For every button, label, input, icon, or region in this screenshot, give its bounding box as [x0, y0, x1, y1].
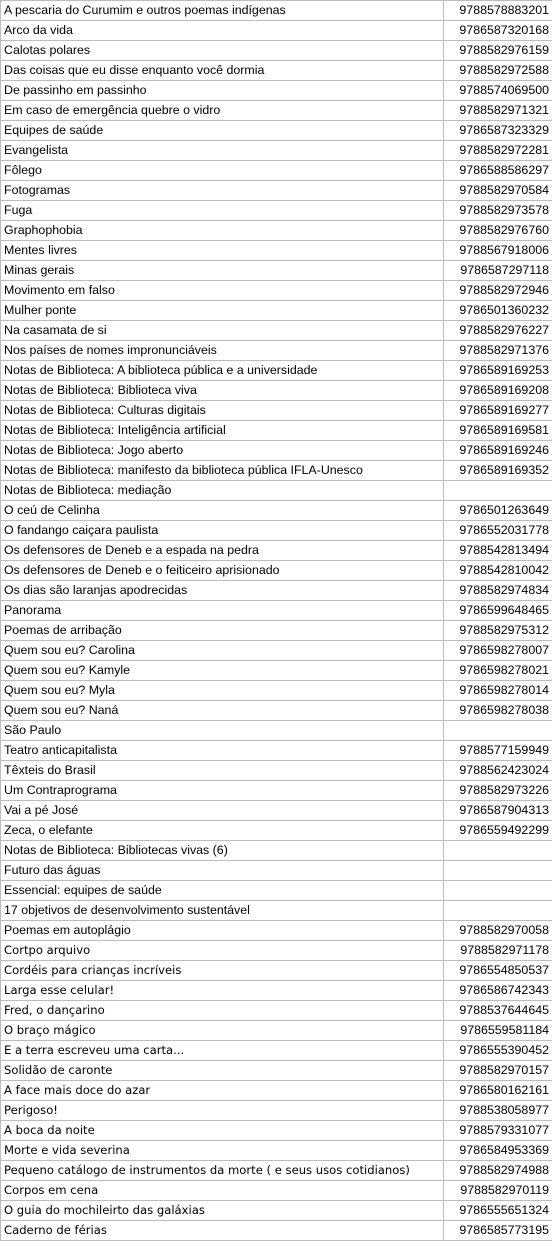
isbn-cell[interactable]: 9788582970157 [444, 1061, 552, 1081]
book-title-cell[interactable]: Teatro anticapitalista [1, 741, 444, 761]
book-title-cell[interactable]: São Paulo [1, 721, 444, 741]
isbn-cell[interactable]: 9786501263649 [444, 501, 552, 521]
isbn-cell[interactable]: 9786587904313 [444, 801, 552, 821]
book-title-cell[interactable]: Caderno de férias [1, 1221, 444, 1241]
table-row [1, 321, 552, 341]
table-row [1, 741, 552, 761]
table-row [1, 1001, 552, 1021]
isbn-cell[interactable]: 9786554850537 [444, 961, 552, 981]
isbn-cell[interactable]: 9786587320168 [444, 21, 552, 41]
table-row [1, 421, 552, 441]
book-title-cell[interactable]: Fotogramas [1, 181, 444, 201]
table-body [1, 1, 552, 1241]
isbn-cell[interactable]: 9786598278021 [444, 661, 552, 681]
table-row [1, 821, 552, 841]
isbn-cell[interactable]: 9786584953369 [444, 1141, 552, 1161]
table-row [1, 1021, 552, 1041]
book-title-cell[interactable]: Têxteis do Brasil [1, 761, 444, 781]
isbn-cell[interactable]: 9786589169352 [444, 461, 552, 481]
table-row [1, 341, 552, 361]
table-row [1, 561, 552, 581]
isbn-cell[interactable]: 9788577159949 [444, 741, 552, 761]
book-title-cell[interactable]: Quem sou eu? Naná [1, 701, 444, 721]
isbn-cell[interactable]: 9786501360232 [444, 301, 552, 321]
isbn-cell[interactable]: 9786552031778 [444, 521, 552, 541]
isbn-cell[interactable]: 9788562423024 [444, 761, 552, 781]
isbn-cell[interactable]: 9788542813494 [444, 541, 552, 561]
book-title-cell[interactable]: Poemas de arribação [1, 621, 444, 641]
isbn-cell[interactable]: 9786585773195 [444, 1221, 552, 1241]
book-title-cell[interactable]: O guia do mochileirto das galáxias [1, 1201, 444, 1221]
book-title-cell[interactable]: O ceú de Celinha [1, 501, 444, 521]
table-row [1, 381, 552, 401]
table-row [1, 601, 552, 621]
book-title-cell[interactable]: Cortpo arquivo [1, 941, 444, 961]
table-row [1, 181, 552, 201]
isbn-cell[interactable]: 9786589169246 [444, 441, 552, 461]
isbn-cell[interactable]: 9788582972281 [444, 141, 552, 161]
isbn-cell[interactable]: 9788582971321 [444, 101, 552, 121]
table-row [1, 121, 552, 141]
book-title-cell[interactable]: Notas de Biblioteca: Inteligência artificial [1, 421, 444, 441]
book-title-cell[interactable]: Pequeno catálogo de instrumentos da morte ( e seus usos cotidianos) [1, 1161, 444, 1181]
isbn-cell[interactable]: 9788582970058 [444, 921, 552, 941]
book-title-cell[interactable]: Vai a pé José [1, 801, 444, 821]
table-row [1, 1141, 552, 1161]
isbn-cell[interactable]: 9788582976159 [444, 41, 552, 61]
book-title-cell[interactable]: Movimento em falso [1, 281, 444, 301]
book-title-cell[interactable]: Os dias são laranjas apodrecidas [1, 581, 444, 601]
book-title-cell[interactable]: Quem sou eu? Myla [1, 681, 444, 701]
table-row [1, 621, 552, 641]
book-title-cell[interactable]: Larga esse celular! [1, 981, 444, 1001]
book-title-cell[interactable]: Futuro das águas [1, 861, 444, 881]
book-title-cell[interactable]: Fôlego [1, 161, 444, 181]
isbn-cell[interactable]: 9788582971376 [444, 341, 552, 361]
table-row [1, 1061, 552, 1081]
book-title-cell[interactable]: Na casamata de si [1, 321, 444, 341]
table-row [1, 641, 552, 661]
book-title-cell[interactable]: Calotas polares [1, 41, 444, 61]
book-title-cell[interactable]: Notas de Biblioteca: Bibliotecas vivas (6) [1, 841, 444, 861]
table-row [1, 201, 552, 221]
isbn-cell[interactable]: 9788582970584 [444, 181, 552, 201]
book-title-cell[interactable]: Arco da vida [1, 21, 444, 41]
isbn-cell[interactable]: 9788574069500 [444, 81, 552, 101]
book-title-cell[interactable]: Graphophobia [1, 221, 444, 241]
book-title-cell[interactable]: A face mais doce do azar [1, 1081, 444, 1101]
table-row [1, 921, 552, 941]
book-title-cell[interactable]: Notas de Biblioteca: manifesto da biblioteca pública IFLA-Unesco [1, 461, 444, 481]
book-title-cell[interactable]: 17 objetivos de desenvolvimento sustentável [1, 901, 444, 921]
book-title-cell[interactable]: Notas de Biblioteca: mediação [1, 481, 444, 501]
table-row [1, 981, 552, 1001]
isbn-cell[interactable]: 9788582974988 [444, 1161, 552, 1181]
book-title-cell[interactable]: Os defensores de Deneb e a espada na pedra [1, 541, 444, 561]
isbn-cell[interactable]: 9786587323329 [444, 121, 552, 141]
book-title-cell[interactable]: Zeca, o elefante [1, 821, 444, 841]
book-title-cell[interactable]: E a terra escreveu uma carta... [1, 1041, 444, 1061]
isbn-cell[interactable]: 9788582972588 [444, 61, 552, 81]
table-row [1, 721, 552, 741]
isbn-cell[interactable]: 9786559581184 [444, 1021, 552, 1041]
book-title-cell[interactable]: Fuga [1, 201, 444, 221]
table-row [1, 881, 552, 901]
table-row [1, 21, 552, 41]
isbn-cell[interactable]: 9788542810042 [444, 561, 552, 581]
table-row [1, 801, 552, 821]
isbn-cell[interactable]: 9786588586297 [444, 161, 552, 181]
isbn-cell[interactable]: 9786559492299 [444, 821, 552, 841]
table-row [1, 1121, 552, 1141]
isbn-cell[interactable]: 9786599648465 [444, 601, 552, 621]
table-row [1, 1101, 552, 1121]
book-title-cell[interactable]: Quem sou eu? Kamyle [1, 661, 444, 681]
book-title-cell[interactable]: Fred, o dançarino [1, 1001, 444, 1021]
table-row [1, 281, 552, 301]
table-row [1, 301, 552, 321]
table-row [1, 1181, 552, 1201]
book-title-cell[interactable]: Evangelista [1, 141, 444, 161]
book-title-cell[interactable]: Mulher ponte [1, 301, 444, 321]
book-title-cell[interactable]: Cordéis para crianças incríveis [1, 961, 444, 981]
book-title-cell[interactable]: Notas de Biblioteca: A biblioteca pública e a universidade [1, 361, 444, 381]
table-row [1, 101, 552, 121]
table-row [1, 861, 552, 881]
table-row [1, 1201, 552, 1221]
book-title-cell[interactable]: A pescaria do Curumim e outros poemas indígenas [1, 1, 444, 21]
isbn-cell[interactable]: 9786589169581 [444, 421, 552, 441]
isbn-cell[interactable] [444, 481, 552, 501]
book-title-cell[interactable]: Mentes livres [1, 241, 444, 261]
table-row [1, 461, 552, 481]
book-title-cell[interactable]: A boca da noite [1, 1121, 444, 1141]
isbn-cell[interactable]: 9786598278007 [444, 641, 552, 661]
book-title-cell[interactable]: Equipes de saúde [1, 121, 444, 141]
isbn-cell[interactable]: 9786598278014 [444, 681, 552, 701]
isbn-cell[interactable]: 9788538058977 [444, 1101, 552, 1121]
table-row [1, 581, 552, 601]
table-row [1, 1041, 552, 1061]
table-row [1, 501, 552, 521]
book-title-cell[interactable]: Notas de Biblioteca: Jogo aberto [1, 441, 444, 461]
book-title-cell[interactable]: Poemas em autoplágio [1, 921, 444, 941]
book-title-cell[interactable]: Em caso de emergência quebre o vidro [1, 101, 444, 121]
book-title-cell[interactable]: Quem sou eu? Carolina [1, 641, 444, 661]
book-title-cell[interactable]: Minas gerais [1, 261, 444, 281]
table-row [1, 521, 552, 541]
isbn-cell[interactable]: 9788582976760 [444, 221, 552, 241]
table-row [1, 221, 552, 241]
table-row [1, 841, 552, 861]
table-row [1, 961, 552, 981]
isbn-cell[interactable]: 9788567918006 [444, 241, 552, 261]
table-row [1, 261, 552, 281]
isbn-cell[interactable]: 9788582970119 [444, 1181, 552, 1201]
table-row [1, 681, 552, 701]
book-title-cell[interactable]: Essencial: equipes de saúde [1, 881, 444, 901]
table-row [1, 1081, 552, 1101]
isbn-cell[interactable]: 9786586742343 [444, 981, 552, 1001]
isbn-cell[interactable] [444, 861, 552, 881]
table-row [1, 1221, 552, 1241]
table-row [1, 241, 552, 261]
isbn-cell[interactable]: 9786580162161 [444, 1081, 552, 1101]
table-row [1, 481, 552, 501]
table-row [1, 61, 552, 81]
table-row [1, 361, 552, 381]
book-title-cell[interactable]: Notas de Biblioteca: Culturas digitais [1, 401, 444, 421]
table-row [1, 761, 552, 781]
table-row [1, 141, 552, 161]
isbn-cell[interactable]: 9786598278038 [444, 701, 552, 721]
table-row [1, 1161, 552, 1181]
book-title-cell[interactable]: O braço mágico [1, 1021, 444, 1041]
isbn-cell[interactable] [444, 901, 552, 921]
book-title-cell[interactable]: Corpos em cena [1, 1181, 444, 1201]
isbn-cell[interactable]: 9788582972946 [444, 281, 552, 301]
isbn-cell[interactable]: 9788582973578 [444, 201, 552, 221]
book-title-cell[interactable]: O fandango caiçara paulista [1, 521, 444, 541]
isbn-cell[interactable]: 9788582976227 [444, 321, 552, 341]
isbn-cell[interactable] [444, 881, 552, 901]
book-title-cell[interactable]: Nos países de nomes impronunciáveis [1, 341, 444, 361]
book-title-cell[interactable]: Perigoso! [1, 1101, 444, 1121]
table-row [1, 661, 552, 681]
isbn-cell[interactable]: 9786555390452 [444, 1041, 552, 1061]
isbn-cell[interactable] [444, 841, 552, 861]
book-title-cell[interactable]: Os defensores de Deneb e o feiticeiro aprisionado [1, 561, 444, 581]
book-title-cell[interactable]: Solidão de caronte [1, 1061, 444, 1081]
table-row [1, 541, 552, 561]
book-title-cell[interactable]: Um Contraprograma [1, 781, 444, 801]
isbn-cell[interactable]: 9786587297118 [444, 261, 552, 281]
isbn-cell[interactable]: 9786589169208 [444, 381, 552, 401]
isbn-cell[interactable]: 9786589169253 [444, 361, 552, 381]
table-row [1, 781, 552, 801]
book-title-cell[interactable]: Panorama [1, 601, 444, 621]
isbn-cell[interactable]: 9786589169277 [444, 401, 552, 421]
table-row [1, 901, 552, 921]
isbn-cell[interactable]: 9788582975312 [444, 621, 552, 641]
table-row [1, 161, 552, 181]
book-title-cell[interactable]: Morte e vida severina [1, 1141, 444, 1161]
table-row [1, 441, 552, 461]
table-row [1, 1, 552, 21]
isbn-cell[interactable]: 9788582971178 [444, 941, 552, 961]
isbn-cell[interactable]: 9786555651324 [444, 1201, 552, 1221]
table-row [1, 941, 552, 961]
isbn-cell[interactable]: 9788579331077 [444, 1121, 552, 1141]
table-row [1, 401, 552, 421]
table-row [1, 701, 552, 721]
isbn-cell[interactable]: 9788578883201 [444, 1, 552, 21]
book-title-cell[interactable]: Das coisas que eu disse enquanto você dormia [1, 61, 444, 81]
isbn-cell[interactable]: 9788537644645 [444, 1001, 552, 1021]
table-row [1, 41, 552, 61]
table-row [1, 81, 552, 101]
book-title-cell[interactable]: Notas de Biblioteca: Biblioteca viva [1, 381, 444, 401]
isbn-cell[interactable]: 9788582973226 [444, 781, 552, 801]
isbn-cell[interactable] [444, 721, 552, 741]
book-title-cell[interactable]: De passinho em passinho [1, 81, 444, 101]
isbn-cell[interactable]: 9788582974834 [444, 581, 552, 601]
